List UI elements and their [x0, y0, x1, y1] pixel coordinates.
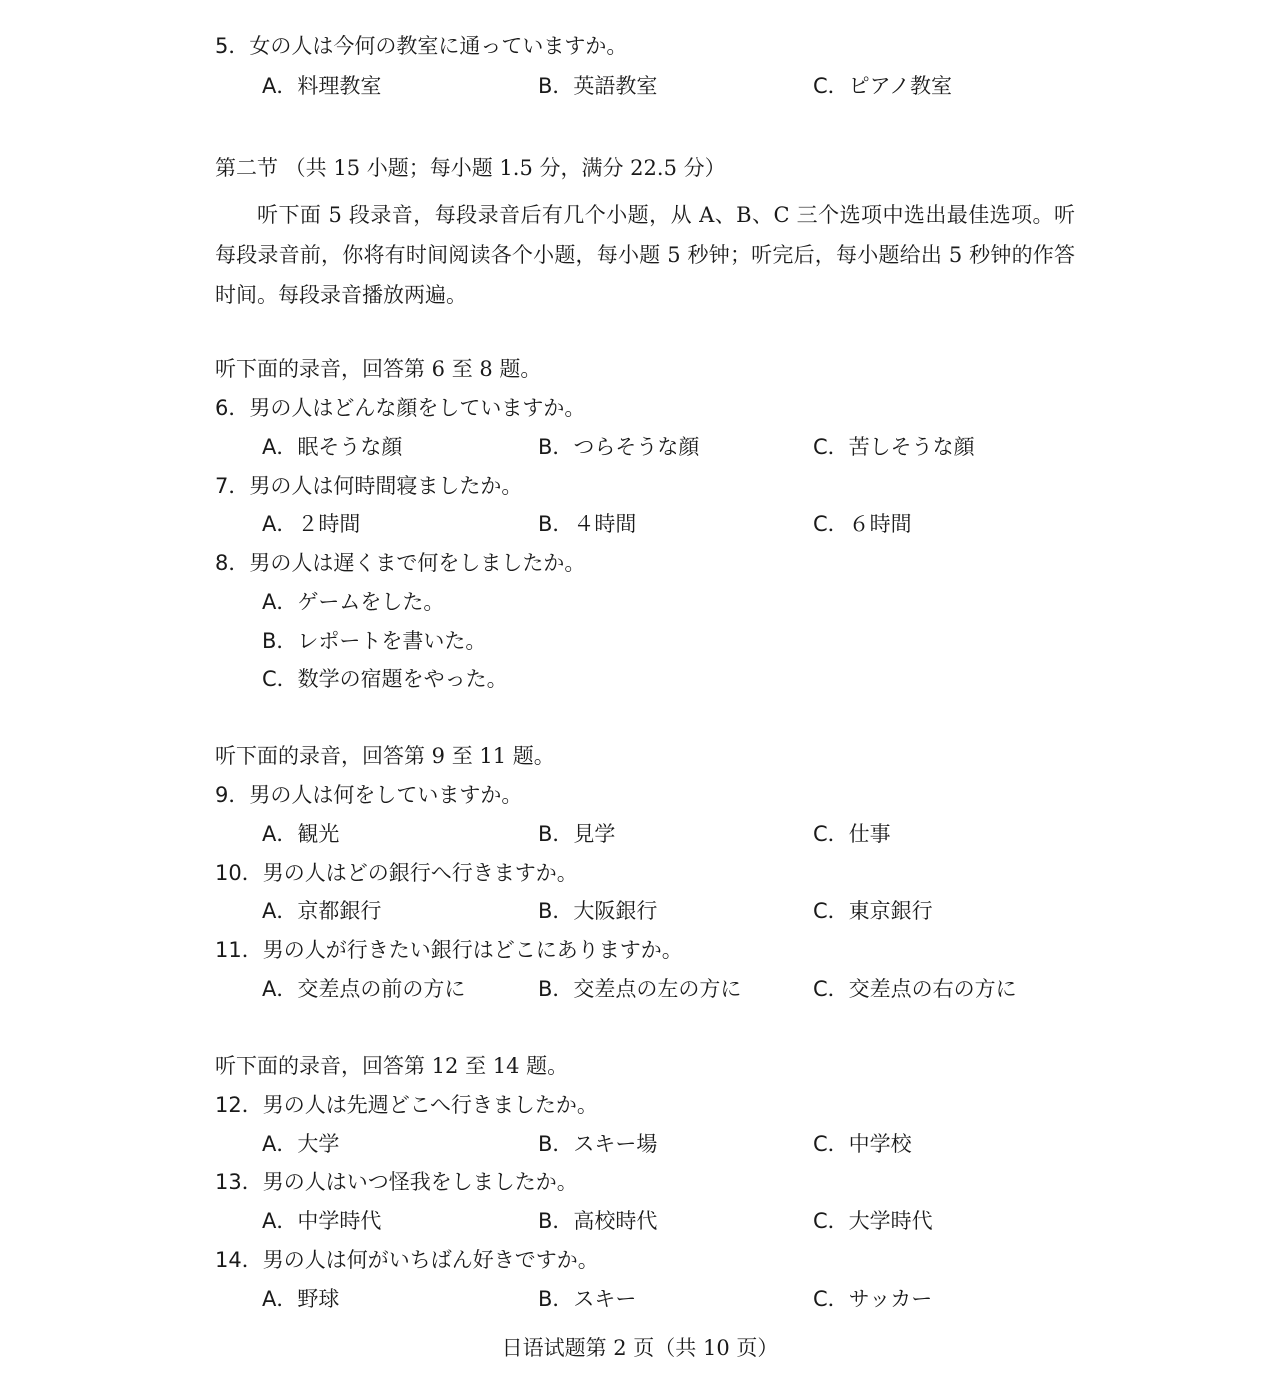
- question-6-stem: 6．男の人はどんな顔をしていますか。: [215, 396, 586, 420]
- question-5-option-c: C．ピアノ教室: [813, 74, 952, 98]
- group-2-heading: 听下面的录音，回答第 9 至 11 题。: [215, 744, 555, 768]
- section-2-title: 第二节 （共 15 小题；每小题 1.5 分，满分 22.5 分）: [215, 156, 726, 180]
- page-footer: 日语试题第 2 页（共 10 页）: [501, 1336, 779, 1360]
- group-3-heading: 听下面的录音，回答第 12 至 14 题。: [215, 1054, 569, 1078]
- question-14-option-a: A．野球: [262, 1287, 340, 1311]
- question-9-option-b: B．見学: [538, 822, 616, 846]
- question-13-stem: 13．男の人はいつ怪我をしましたか。: [215, 1170, 578, 1194]
- question-9-stem: 9．男の人は何をしていますか。: [215, 783, 523, 807]
- question-13-option-c: C．大学時代: [813, 1209, 933, 1233]
- group-1-heading: 听下面的录音，回答第 6 至 8 题。: [215, 357, 542, 381]
- question-6-option-b: B．つらそうな顔: [538, 435, 700, 459]
- question-7-stem: 7．男の人は何時間寝ましたか。: [215, 474, 523, 498]
- question-8-option-c: C．数学の宿題をやった。: [262, 667, 508, 691]
- question-5-option-a: A．料理教室: [262, 74, 382, 98]
- question-6-option-a: A．眠そうな顔: [262, 435, 403, 459]
- question-12-option-a: A．大学: [262, 1132, 340, 1156]
- question-8-stem: 8．男の人は遅くまで何をしましたか。: [215, 551, 586, 575]
- question-11-option-c: C．交差点の右の方に: [813, 977, 1017, 1001]
- question-12-option-c: C．中学校: [813, 1132, 912, 1156]
- question-13-option-a: A．中学時代: [262, 1209, 382, 1233]
- question-8-option-b: B．レポートを書いた。: [262, 629, 487, 653]
- question-5-option-b: B．英語教室: [538, 74, 658, 98]
- question-5-stem: 5．女の人は今何の教室に通っていますか。: [215, 34, 628, 58]
- question-13-option-b: B．高校時代: [538, 1209, 658, 1233]
- question-11-option-a: A．交差点の前の方に: [262, 977, 466, 1001]
- question-11-option-b: B．交差点の左の方に: [538, 977, 742, 1001]
- question-7-option-c: C．６時間: [813, 512, 912, 536]
- question-14-option-c: C．サッカー: [813, 1287, 933, 1311]
- question-7-option-b: B．４時間: [538, 512, 637, 536]
- question-14-option-b: B．スキー: [538, 1287, 637, 1311]
- question-10-option-c: C．東京銀行: [813, 899, 933, 923]
- question-10-option-b: B．大阪銀行: [538, 899, 658, 923]
- question-6-option-c: C．苦しそうな顔: [813, 435, 975, 459]
- question-10-stem: 10．男の人はどの銀行へ行きますか。: [215, 861, 578, 885]
- section-2-instructions: 听下面 5 段录音，每段录音后有几个小题，从 A、B、C 三个选项中选出最佳选项。听每段录音前，你将有时间阅读各个小题，每小题 5 秒钟；听完后，每小题给出 5 秒钟的作答时间。每段录音播放两遍。: [215, 203, 1075, 307]
- question-12-stem: 12．男の人は先週どこへ行きましたか。: [215, 1093, 598, 1117]
- question-12-option-b: B．スキー場: [538, 1132, 658, 1156]
- question-10-option-a: A．京都銀行: [262, 899, 382, 923]
- question-14-stem: 14．男の人は何がいちばん好きですか。: [215, 1248, 599, 1272]
- question-8-option-a: A．ゲームをした。: [262, 590, 445, 614]
- question-7-option-a: A．２時間: [262, 512, 361, 536]
- question-9-option-c: C．仕事: [813, 822, 891, 846]
- question-11-stem: 11．男の人が行きたい銀行はどこにありますか。: [215, 938, 683, 962]
- question-9-option-a: A．観光: [262, 822, 340, 846]
